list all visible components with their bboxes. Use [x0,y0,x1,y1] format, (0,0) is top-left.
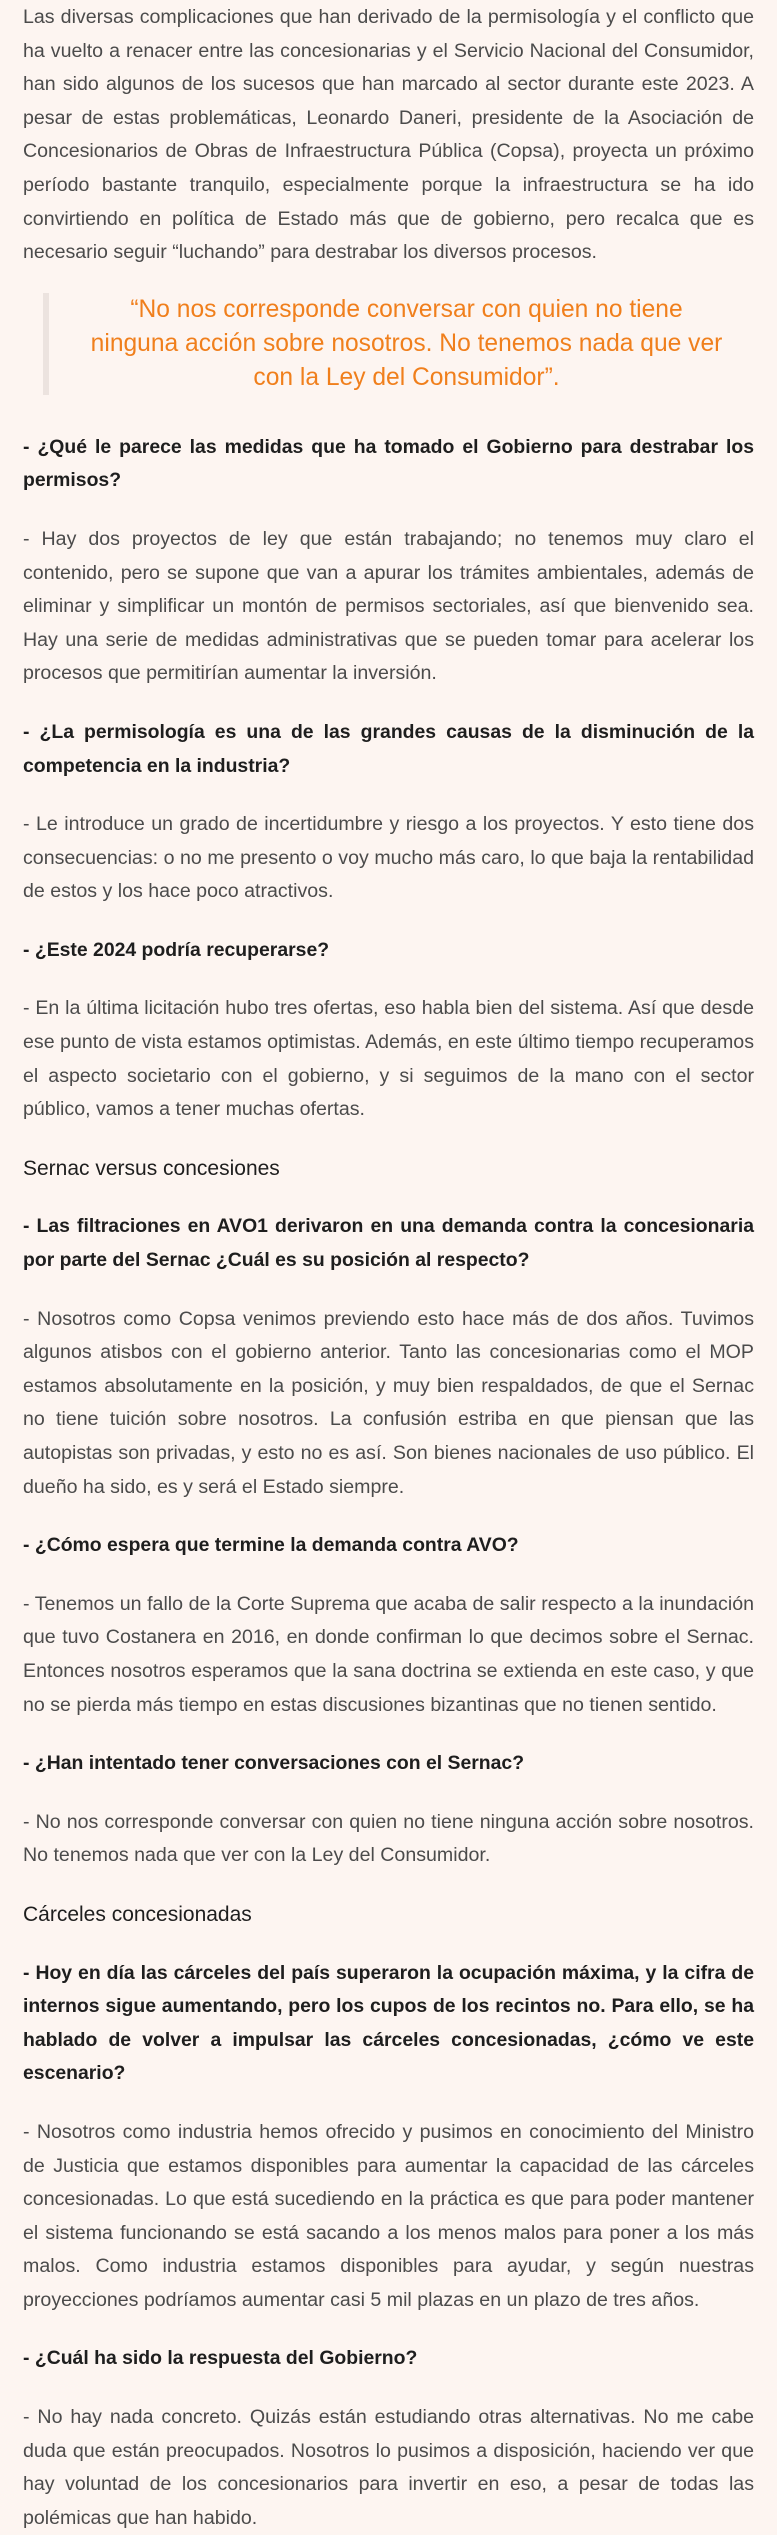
answer-1: - Hay dos proyectos de ley que están trabajando; no tenemos muy claro el contenido, pero se supone que van a apurar los trámites ambientales, además de eliminar y simplificar un montón de permisos sectoriales, así que bienvenido sea. Hay una serie de medidas administrativas que se pueden tomar para acelerar los procesos que permitirían aumentar la inversión. [23,527,754,685]
question-1: - ¿Qué le parece las medidas que ha tomado el Gobierno para destrabar los permisos? [23,435,754,492]
question-4: - Las filtraciones en AVO1 derivaron en una demanda contra la concesionaria por parte del Sernac ¿Cuál es su posición al respecto? [23,1215,754,1272]
answer-5: - Tenemos un fallo de la Corte Suprema que acaba de salir respecto a la inundación que tuvo Costanera en 2016, en donde confirman lo que decimos sobre el Sernac. Entonces nosotros esperamos que la sana doctrina se extienda en este caso, y que no se pierda más tiempo en estas discusiones bizantinas que no tienen sentido. [23,1592,754,1716]
question-8: - ¿Cuál ha sido la respuesta del Gobierno? [23,2347,418,2370]
pull-quote-text: “No nos corresponde conversar con quien no tiene ninguna acción sobre nosotros. No tenemos nada que ver con la Ley del Consumidor”. [90,295,723,391]
question-5: - ¿Cómo espera que termine la demanda contra AVO? [23,1534,519,1557]
question-7: - Hoy en día las cárceles del país superaron la ocupación máxima, y la cifra de internos sigue aumentando, pero los cupos de los recintos no. Para ello, se ha hablado de volver a impulsar las cárceles concesionadas, ¿cómo ve este escenario? [23,1961,754,2085]
pull-quote [43,293,754,395]
question-2: - ¿La permisología es una de las grandes causas de la disminución de la competencia en la industria? [23,720,754,777]
section-heading-sernac: Sernac versus concesiones [23,1156,280,1180]
answer-8: - No hay nada concreto. Quizás están estudiando otras alternativas. No me cabe duda que están preocupados. Nosotros lo pusimos a disposición, haciendo ver que hay voluntad de los concesionarios para invertir en eso, a pesar de todas las polémicas que han habido. [23,2406,754,2529]
answer-3: - En la última licitación hubo tres ofertas, eso habla bien del sistema. Así que desde ese punto de vista estamos optimistas. Además, en este último tiempo recuperamos el aspecto societario con el gobierno, y si seguimos de la mano con el sector público, vamos a tener muchas ofertas. [23,997,754,1121]
question-3: - ¿Este 2024 podría recuperarse? [23,938,330,961]
section-heading-carceles: Cárceles concesionadas [23,1902,252,1926]
answer-6: - No nos corresponde conversar con quien no tiene ninguna acción sobre nosotros. No tenemos nada que ver con la Ley del Consumidor. [23,1810,754,1867]
answer-2: - Le introduce un grado de incertidumbre y riesgo a los proyectos. Y esto tiene dos consecuencias: o no me presento o voy mucho más caro, lo que baja la rentabilidad de estos y los hace poco atractivos. [23,813,754,903]
answer-4: - Nosotros como Copsa venimos previendo esto hace más de dos años. Tuvimos algunos atisbos con el gobierno anterior. Tanto las concesionarias como el MOP estamos absolutamente en la posición, y muy bien respaldados, de que el Sernac no tiene tuición sobre nosotros. La confusión estriba en que piensan que las autopistas son privadas, y esto no es así. Son bienes nacionales de uso público. El dueño ha sido, es y será el Estado siempre. [23,1307,754,1498]
answer-7: - Nosotros como industria hemos ofrecido y pusimos en conocimiento del Ministro de Justicia que estamos disponibles para aumentar la capacidad de las cárceles concesionadas. Lo que está sucediendo en la práctica es que para poder mantener el sistema funcionando se está sacando a los menos malos para poner a los más malos. Como industria estamos disponibles para ayudar, y según nuestras proyecciones podríamos aumentar casi 5 mil plazas en un plazo de tres años. [23,2120,754,2311]
article-body [0,1,777,2535]
intro-paragraph: Las diversas complicaciones que han derivado de la permisología y el conflicto que ha vuelto a renacer entre las concesionarias y el Servicio Nacional del Consumidor, han sido algunos de los sucesos que han marcado al sector durante este 2023. A pesar de estas problemáticas, Leonardo Daneri, presidente de la Asociación de Concesionarios de Obras de Infraestructura Pública (Copsa), proyecta un próximo período bastante tranquilo, especialmente porque la infraestructura se ha ido convirtiendo en política de Estado más que de gobierno, pero recalca que es necesario seguir “luchando” para destrabar los diversos procesos. [23,6,754,264]
question-6: - ¿Han intentado tener conversaciones con el Sernac? [23,1752,525,1775]
